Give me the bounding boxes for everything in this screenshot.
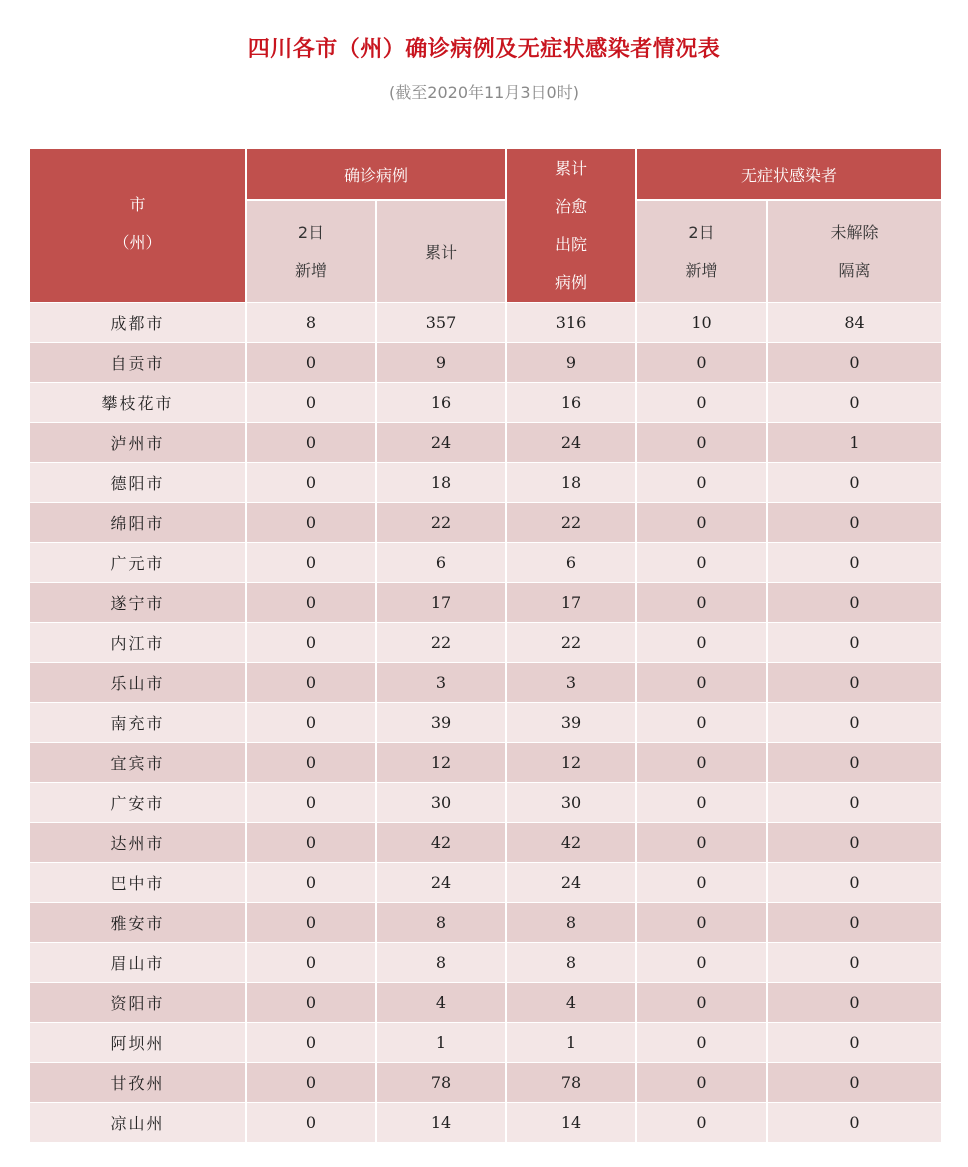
cell-city: 凉山州 (30, 1102, 245, 1142)
cell-asym-new-2d: 0 (635, 862, 766, 902)
cell-new-2d: 0 (245, 902, 375, 942)
cell-new-2d: 0 (245, 662, 375, 702)
cell-cured: 78 (505, 1062, 635, 1102)
cell-asym-new-2d: 0 (635, 822, 766, 862)
cell-city: 资阳市 (30, 982, 245, 1022)
page-title: 四川各市（州）确诊病例及无症状感染者情况表 (247, 37, 721, 62)
cell-new-2d: 0 (245, 342, 375, 382)
cell-unreleased-isolation: 0 (766, 862, 941, 902)
cell-new-2d: 0 (245, 1022, 375, 1062)
cell-cumulative: 357 (375, 302, 505, 342)
cell-asym-new-2d: 0 (635, 622, 766, 662)
table-row (30, 822, 941, 862)
table-row (30, 342, 941, 382)
table-row (30, 422, 941, 462)
case-table (30, 149, 941, 1142)
cell-unreleased-isolation: 0 (766, 1022, 941, 1062)
cell-city: 遂宁市 (30, 582, 245, 622)
table-row (30, 942, 941, 982)
cell-asym-new-2d: 0 (635, 342, 766, 382)
cell-city: 达州市 (30, 822, 245, 862)
cell-new-2d: 0 (245, 1102, 375, 1142)
cell-cumulative: 30 (375, 782, 505, 822)
cell-cumulative: 6 (375, 542, 505, 582)
cell-new-2d: 0 (245, 462, 375, 502)
header-new-2d-line1: 2日 (297, 222, 325, 242)
cell-cumulative: 39 (375, 702, 505, 742)
cell-new-2d: 0 (245, 742, 375, 782)
cell-cumulative: 22 (375, 622, 505, 662)
cell-cured: 18 (505, 462, 635, 502)
cell-cumulative: 1 (375, 1022, 505, 1062)
cell-asym-new-2d: 0 (635, 422, 766, 462)
cell-cured: 8 (505, 942, 635, 982)
cell-cumulative: 3 (375, 662, 505, 702)
cell-asym-new-2d: 0 (635, 982, 766, 1022)
cell-city: 雅安市 (30, 902, 245, 942)
cell-new-2d: 8 (245, 302, 375, 342)
cell-cumulative: 17 (375, 582, 505, 622)
cell-asym-new-2d: 0 (635, 742, 766, 782)
table-body (30, 302, 941, 1142)
cell-unreleased-isolation: 1 (766, 422, 941, 462)
header-unreleased-line1: 未解除 (830, 222, 879, 242)
cell-unreleased-isolation: 0 (766, 382, 941, 422)
cell-cured: 3 (505, 662, 635, 702)
header-asym-new-2d (635, 199, 766, 302)
cell-cured: 14 (505, 1102, 635, 1142)
cell-new-2d: 0 (245, 822, 375, 862)
header-city-line1: 市 (129, 194, 146, 214)
cell-asym-new-2d: 0 (635, 662, 766, 702)
cell-city: 广安市 (30, 782, 245, 822)
cell-cured: 9 (505, 342, 635, 382)
table-row (30, 902, 941, 942)
cell-asym-new-2d: 0 (635, 582, 766, 622)
cell-unreleased-isolation: 84 (766, 302, 941, 342)
table-row (30, 542, 941, 582)
cell-city: 宜宾市 (30, 742, 245, 782)
cell-unreleased-isolation: 0 (766, 582, 941, 622)
cell-cured: 316 (505, 302, 635, 342)
cell-asym-new-2d: 0 (635, 942, 766, 982)
cell-asym-new-2d: 0 (635, 382, 766, 422)
cell-cured: 1 (505, 1022, 635, 1062)
cell-cured: 8 (505, 902, 635, 942)
cell-cured: 39 (505, 702, 635, 742)
cell-new-2d: 0 (245, 942, 375, 982)
table-row (30, 862, 941, 902)
cell-new-2d: 0 (245, 862, 375, 902)
table-row (30, 662, 941, 702)
header-city (30, 149, 245, 302)
cell-city: 泸州市 (30, 422, 245, 462)
cell-cured: 6 (505, 542, 635, 582)
cell-cumulative: 4 (375, 982, 505, 1022)
table-row (30, 702, 941, 742)
cell-cured: 22 (505, 622, 635, 662)
header-unreleased-line2: 隔离 (838, 260, 871, 280)
cell-asym-new-2d: 0 (635, 702, 766, 742)
cell-unreleased-isolation: 0 (766, 542, 941, 582)
header-cured-line3: 出院 (555, 234, 588, 254)
table-row (30, 742, 941, 782)
header-cured-line4: 病例 (555, 272, 588, 292)
header-cured-line1: 累计 (555, 158, 588, 178)
header-confirmed-group: 确诊病例 (245, 149, 505, 199)
cell-new-2d: 0 (245, 622, 375, 662)
cell-unreleased-isolation: 0 (766, 622, 941, 662)
cell-cured: 12 (505, 742, 635, 782)
cell-cumulative: 16 (375, 382, 505, 422)
cell-cumulative: 12 (375, 742, 505, 782)
header-cured-line2: 治愈 (555, 196, 588, 216)
cell-unreleased-isolation: 0 (766, 1062, 941, 1102)
table-row (30, 782, 941, 822)
cell-city: 广元市 (30, 542, 245, 582)
cell-cured: 4 (505, 982, 635, 1022)
cell-unreleased-isolation: 0 (766, 982, 941, 1022)
page-subtitle: (截至2020年11月3日0时) (389, 83, 579, 102)
cell-cured: 42 (505, 822, 635, 862)
cell-asym-new-2d: 0 (635, 462, 766, 502)
cell-unreleased-isolation: 0 (766, 902, 941, 942)
table-row (30, 462, 941, 502)
cell-asym-new-2d: 0 (635, 1102, 766, 1142)
cell-cumulative: 24 (375, 422, 505, 462)
cell-unreleased-isolation: 0 (766, 822, 941, 862)
cell-new-2d: 0 (245, 702, 375, 742)
cell-city: 阿坝州 (30, 1022, 245, 1062)
table-row (30, 302, 941, 342)
cell-cumulative: 24 (375, 862, 505, 902)
cell-unreleased-isolation: 0 (766, 742, 941, 782)
cell-new-2d: 0 (245, 782, 375, 822)
cell-asym-new-2d: 0 (635, 782, 766, 822)
cell-new-2d: 0 (245, 422, 375, 462)
cell-city: 巴中市 (30, 862, 245, 902)
table-row (30, 1022, 941, 1062)
cell-cumulative: 42 (375, 822, 505, 862)
table-row (30, 502, 941, 542)
cell-city: 乐山市 (30, 662, 245, 702)
table-header (30, 149, 941, 302)
cell-asym-new-2d: 0 (635, 502, 766, 542)
cell-new-2d: 0 (245, 382, 375, 422)
cell-cumulative: 8 (375, 942, 505, 982)
table-row (30, 982, 941, 1022)
table-row (30, 622, 941, 662)
table-row (30, 582, 941, 622)
cell-new-2d: 0 (245, 582, 375, 622)
cell-cumulative: 78 (375, 1062, 505, 1102)
cell-unreleased-isolation: 0 (766, 462, 941, 502)
table-row (30, 1102, 941, 1142)
cell-city: 绵阳市 (30, 502, 245, 542)
cell-cumulative: 22 (375, 502, 505, 542)
cell-unreleased-isolation: 0 (766, 942, 941, 982)
header-cumulative: 累计 (375, 199, 505, 302)
cell-city: 南充市 (30, 702, 245, 742)
header-unreleased-isolation (766, 199, 941, 302)
cell-city: 内江市 (30, 622, 245, 662)
header-new-2d-line2: 新增 (294, 260, 327, 280)
cell-unreleased-isolation: 0 (766, 342, 941, 382)
header-asym-new-line2: 新增 (685, 260, 718, 280)
cell-city: 甘孜州 (30, 1062, 245, 1102)
cell-cumulative: 14 (375, 1102, 505, 1142)
cell-cured: 16 (505, 382, 635, 422)
cell-cured: 22 (505, 502, 635, 542)
cell-cured: 30 (505, 782, 635, 822)
cell-asym-new-2d: 0 (635, 902, 766, 942)
cell-asym-new-2d: 0 (635, 542, 766, 582)
header-new-2d (245, 199, 375, 302)
cell-cumulative: 18 (375, 462, 505, 502)
cell-new-2d: 0 (245, 502, 375, 542)
cell-new-2d: 0 (245, 542, 375, 582)
cell-new-2d: 0 (245, 1062, 375, 1102)
cell-cumulative: 8 (375, 902, 505, 942)
cell-unreleased-isolation: 0 (766, 702, 941, 742)
cell-unreleased-isolation: 0 (766, 782, 941, 822)
cell-city: 自贡市 (30, 342, 245, 382)
cell-new-2d: 0 (245, 982, 375, 1022)
cell-cured: 24 (505, 422, 635, 462)
cell-cured: 17 (505, 582, 635, 622)
header-city-line2: （州） (113, 232, 162, 252)
cell-city: 眉山市 (30, 942, 245, 982)
cell-cured: 24 (505, 862, 635, 902)
cell-unreleased-isolation: 0 (766, 1102, 941, 1142)
cell-asym-new-2d: 0 (635, 1022, 766, 1062)
table-row (30, 382, 941, 422)
cell-cumulative: 9 (375, 342, 505, 382)
cell-unreleased-isolation: 0 (766, 662, 941, 702)
header-asym-new-line1: 2日 (688, 222, 715, 242)
cell-city: 成都市 (30, 302, 245, 342)
header-asymptomatic-group: 无症状感染者 (635, 149, 941, 199)
cell-asym-new-2d: 0 (635, 1062, 766, 1102)
cell-city: 德阳市 (30, 462, 245, 502)
header-cured (505, 149, 635, 302)
cell-city: 攀枝花市 (30, 382, 245, 422)
cell-unreleased-isolation: 0 (766, 502, 941, 542)
table-row (30, 1062, 941, 1102)
cell-asym-new-2d: 10 (635, 302, 766, 342)
